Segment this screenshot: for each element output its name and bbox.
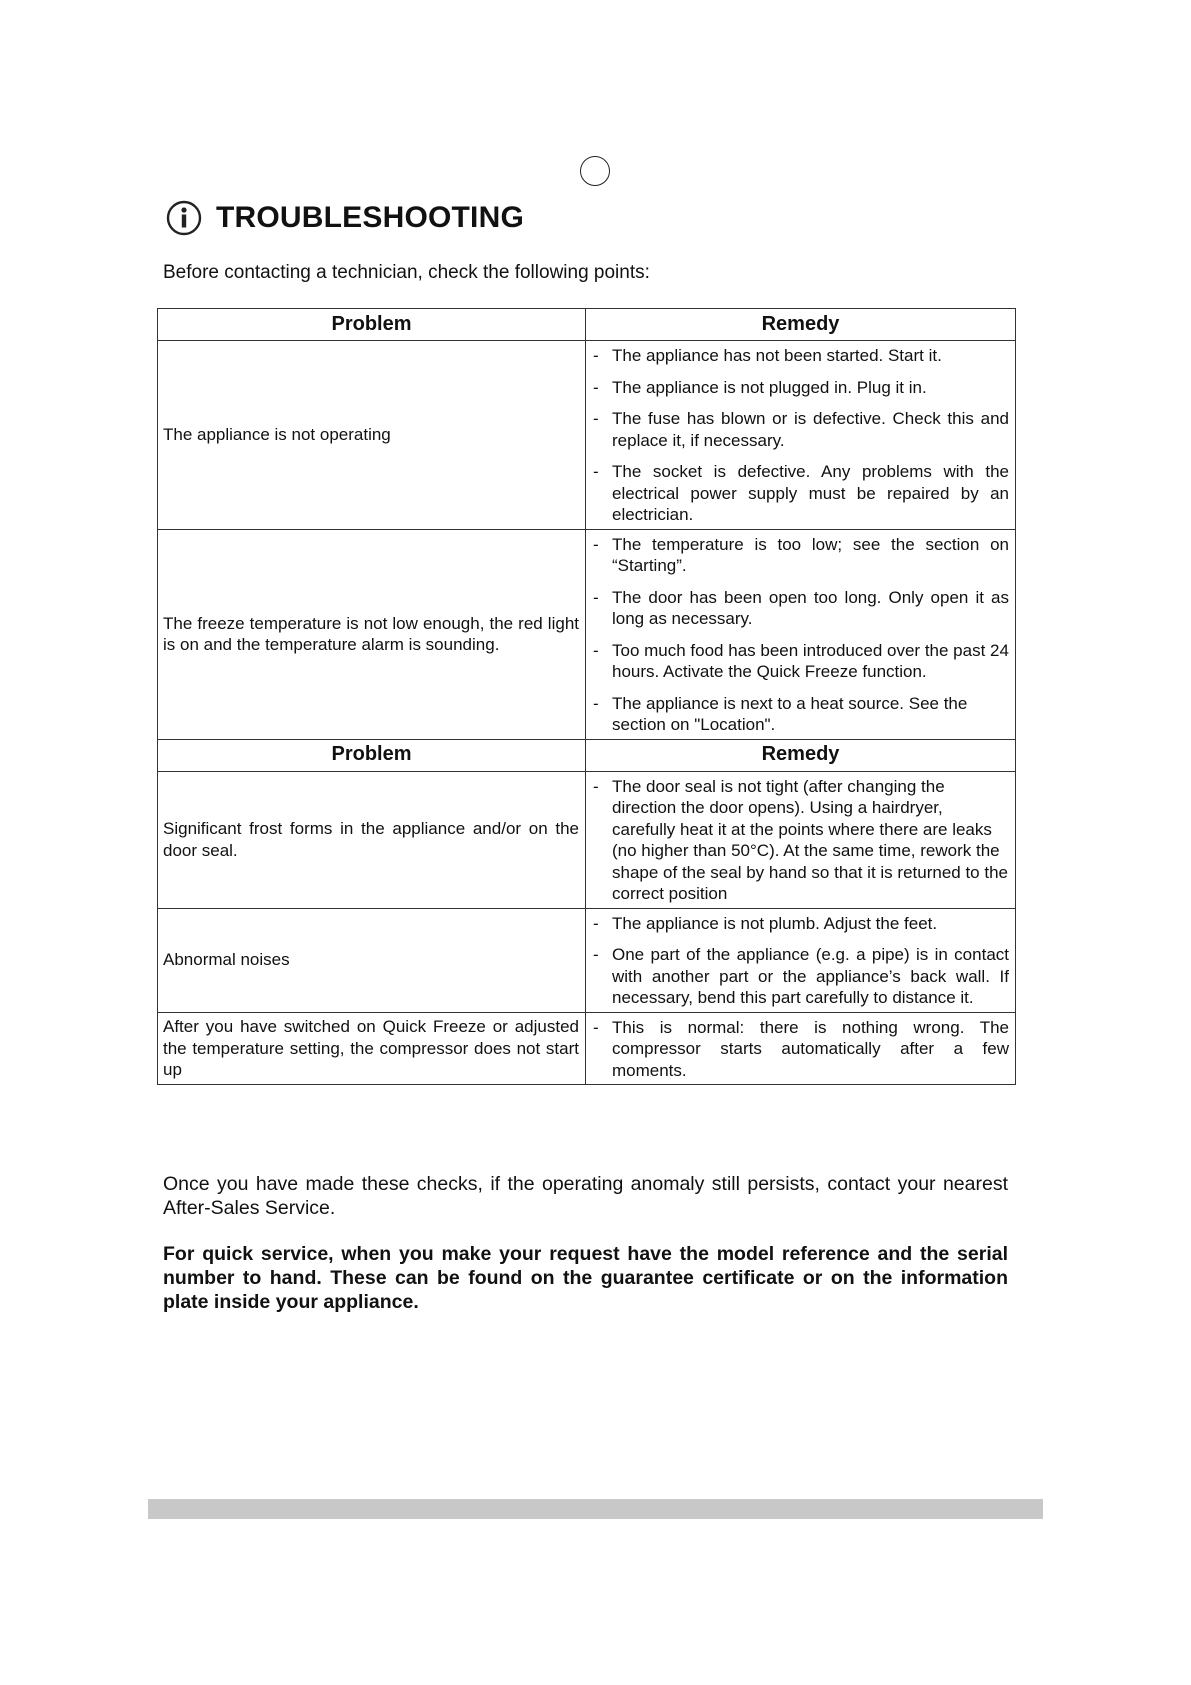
- problem-header: Problem: [158, 309, 586, 341]
- service-note: For quick service, when you make your request have the model reference and the serial number to hand. These can be found on the guarantee certificate or on the information plate inside your appliance.: [163, 1243, 1008, 1313]
- remedy-text: The socket is defective. Any problems with the electrical power supply must be repaired by an electrician.: [612, 462, 1009, 524]
- remedy-item: - The door seal is not tight (after changing the direction the door opens). Using a hairdryer, carefully heat it at the points where there are leaks (no higher than 50°C). At the same time, rework the shape of the seal by hand so that it is returned to the correct position: [593, 776, 1008, 903]
- remedy-text: One part of the appliance (e.g. a pipe) is in contact with another part or the appliance’s back wall. If necessary, bend this part carefully to distance it.: [612, 945, 1009, 1007]
- remedy-cell: [586, 529, 1016, 739]
- remedy-item: - This is normal: there is nothing wrong. The compressor starts automatically after a few moments.: [593, 1017, 1009, 1080]
- remedy-cell: [586, 1012, 1016, 1085]
- table-header-row: [158, 739, 1016, 771]
- remedy-item: - The appliance is not plugged in. Plug it in.: [593, 377, 927, 397]
- remedy-item: - The door has been open too long. Only open it as long as necessary.: [593, 587, 1009, 628]
- problem-cell: The appliance is not operating: [158, 341, 586, 530]
- remedy-text: The fuse has blown or is defective. Check this and replace it, if necessary.: [612, 409, 1009, 450]
- table-row: [158, 529, 1016, 739]
- remedy-item: - One part of the appliance (e.g. a pipe) is in contact with another part or the appliance’s back wall. If necessary, bend this part carefully to distance it.: [593, 945, 1009, 1007]
- table-row: [158, 771, 1016, 908]
- intro-text: Before contacting a technician, check the following points:: [163, 262, 650, 283]
- remedy-item: - Too much food has been introduced over the past 24 hours. Activate the Quick Freeze function.: [593, 640, 1009, 681]
- footer-bar: [148, 1499, 1043, 1519]
- info-circle-icon: [166, 200, 202, 236]
- table-row: [158, 341, 1016, 530]
- remedy-list: [590, 345, 1009, 526]
- problem-cell: After you have switched on Quick Freeze or adjusted the temperature setting, the compressor does not start up: [158, 1012, 586, 1085]
- remedy-item: - The appliance has not been started. Start it.: [593, 346, 942, 365]
- page-title: TROUBLESHOOTING: [216, 201, 524, 234]
- remedy-text: The appliance is not plumb. Adjust the feet.: [612, 913, 938, 933]
- table-row: [158, 1012, 1016, 1085]
- section-header: [166, 198, 524, 238]
- remedy-cell: [586, 341, 1016, 530]
- problem-cell: Abnormal noises: [158, 908, 586, 1012]
- remedy-text: The appliance is not plugged in. Plug it in.: [612, 377, 927, 397]
- problem-header: Problem: [158, 739, 586, 771]
- remedy-item: - The appliance is not plumb. Adjust the feet.: [593, 913, 938, 933]
- remedy-text: This is normal: there is nothing wrong. The compressor starts automatically after a few moments.: [612, 1017, 1009, 1080]
- remedy-text: The door has been open too long. Only open it as long as necessary.: [612, 587, 1009, 628]
- remedy-list: [590, 1017, 1009, 1082]
- remedy-list: [590, 913, 1009, 1009]
- remedy-text: The appliance is next to a heat source. See the section on "Location".: [612, 693, 968, 734]
- language-marker-circle: [580, 156, 610, 186]
- troubleshooting-table: [157, 308, 1016, 1085]
- remedy-text: The door seal is not tight (after changing the direction the door opens). Using a hairdryer, carefully heat it at the points where there are leaks (no higher than 50°C). At the same time, rework the shape of the seal by hand so that it is returned to the correct position: [612, 776, 1008, 903]
- problem-cell: The freeze temperature is not low enough, the red light is on and the temperature alarm is sounding.: [158, 529, 586, 739]
- remedy-cell: [586, 771, 1016, 908]
- remedy-header: Remedy: [586, 309, 1016, 341]
- remedy-item: - The temperature is too low; see the section on “Starting”.: [593, 534, 1009, 575]
- table-row: [158, 908, 1016, 1012]
- problem-cell: Significant frost forms in the appliance and/or on the door seal.: [158, 771, 586, 908]
- closing-paragraph: Once you have made these checks, if the operating anomaly still persists, contact your nearest After-Sales Service.: [163, 1173, 1008, 1219]
- remedy-item: - The socket is defective. Any problems with the electrical power supply must be repaired by an electrician.: [593, 462, 1009, 524]
- remedy-item: - The fuse has blown or is defective. Check this and replace it, if necessary.: [593, 409, 1009, 450]
- remedy-header: Remedy: [586, 739, 1016, 771]
- remedy-text: Too much food has been introduced over the past 24 hours. Activate the Quick Freeze function.: [612, 640, 1009, 681]
- remedy-text: The appliance has not been started. Start it.: [612, 346, 942, 365]
- table-header-row: [158, 309, 1016, 341]
- remedy-cell: [586, 908, 1016, 1012]
- remedy-list: [590, 534, 1009, 736]
- remedy-list: [590, 776, 1009, 905]
- remedy-text: The temperature is too low; see the section on “Starting”.: [612, 534, 1009, 575]
- remedy-item: - The appliance is next to a heat source. See the section on "Location".: [593, 693, 968, 734]
